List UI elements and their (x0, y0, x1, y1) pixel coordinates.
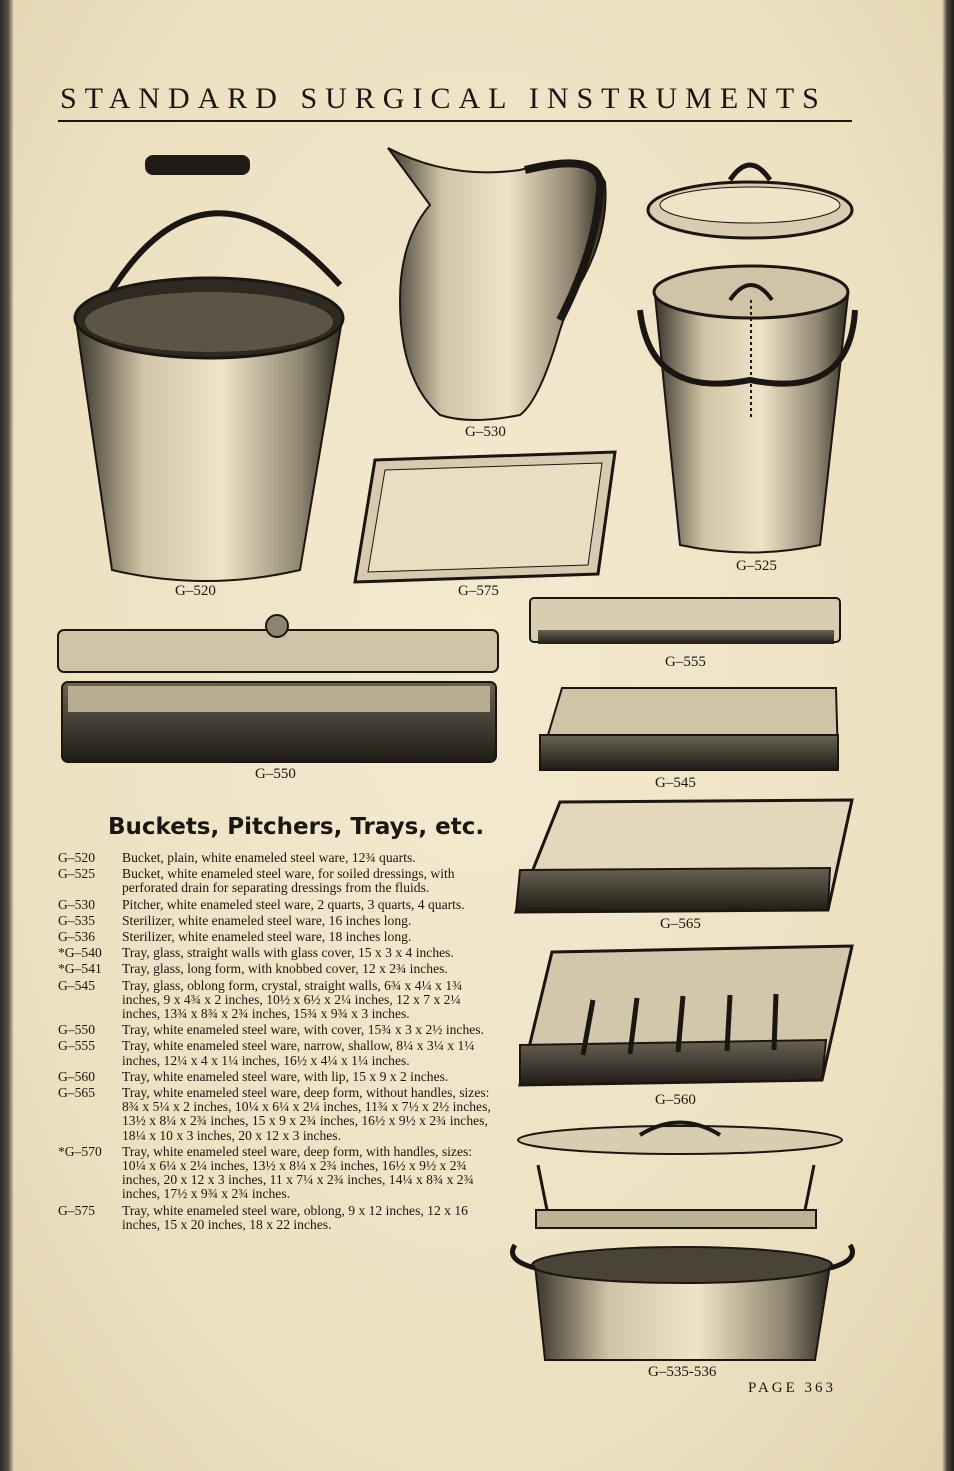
item-code: G–545 (58, 977, 96, 993)
item-code: G–535 (58, 912, 96, 928)
item-desc: Tray, white enameled steel ware, deep form, without handles, sizes: 8¾ x 5¼ x 2 inches, 10¼ x 6¼ x 2¼ inches, 11¾ x 7½ x 2½ inches, 13½ x 8¼ x 2¾ inches, 15 x 9 x 2¾ inches, 16½ x 9½ x 2¾ inches, 18¼ x 10 x 3 inches, 20 x 12 x 3 inches. (122, 1085, 491, 1143)
list-item (58, 962, 498, 976)
tray-g550-illustration (58, 615, 498, 762)
item-code: *G–570 (58, 1143, 102, 1159)
item-desc: Tray, white enameled steel ware, deep form, with handles, sizes: 10¼ x 6¼ x 2¼ inches, 13½ x 8¼ x 2¾ inches, 16½ x 9½ x 2¾ inches, 20 x 12 x 3 inches, 11 x 7¼ x 2¾ inches, 14¼ x 8¾ x 2¾ inches, 17½ x 9¾ x 2¾ inches. (122, 1143, 474, 1202)
item-desc: Tray, glass, long form, with knobbed cover, 12 x 2¾ inches. (122, 961, 448, 977)
list-item (58, 979, 498, 1022)
item-code: G–520 (58, 850, 96, 865)
tray-g575-illustration (355, 452, 615, 582)
tray-g545-illustration (540, 688, 838, 770)
label-g535-536: G–535-536 (648, 1364, 717, 1380)
item-desc: Sterilizer, white enameled steel ware, 16 inches long. (122, 912, 412, 928)
pitcher-g530-illustration (388, 148, 606, 420)
section-title: Buckets, Pitchers, Trays, etc. (108, 814, 485, 840)
page-number: PAGE 363 (748, 1380, 837, 1396)
list-item (58, 898, 498, 912)
label-g525: G–525 (736, 558, 777, 574)
item-desc: Bucket, white enameled steel ware, for soiled dressings, with perforated drain for separating dressings from the fluids. (122, 866, 455, 896)
item-desc: Tray, glass, straight walls with glass cover, 15 x 3 x 4 inches. (122, 945, 454, 961)
item-desc: Bucket, plain, white enameled steel ware, 12¾ quarts. (122, 850, 416, 865)
list-item (58, 1070, 498, 1084)
list-item (58, 930, 498, 944)
item-desc: Tray, white enameled steel ware, with lip, 15 x 9 x 2 inches. (122, 1068, 449, 1084)
item-desc: Sterilizer, white enameled steel ware, 18 inches long. (122, 929, 412, 945)
item-code: G–565 (58, 1085, 96, 1101)
list-item (58, 867, 498, 895)
item-desc: Tray, white enameled steel ware, narrow, shallow, 8¼ x 3¼ x 1¼ inches, 12¼ x 4 x 1¼ inches, 16½ x 4¼ x 1¼ inches. (122, 1038, 475, 1068)
sterilizer-g535-536-illustration (513, 1123, 853, 1361)
item-code: G–575 (58, 1202, 96, 1218)
list-item (58, 851, 498, 865)
list-item (58, 1086, 498, 1143)
item-code: G–536 (58, 929, 96, 945)
bucket-g520-illustration (75, 155, 343, 581)
label-g575: G–575 (458, 583, 499, 599)
list-item (58, 1145, 498, 1202)
list-item (58, 946, 498, 960)
item-code: *G–540 (58, 945, 102, 961)
item-desc: Pitcher, white enameled steel ware, 2 quarts, 3 quarts, 4 quarts. (122, 896, 465, 912)
item-code: *G–541 (58, 961, 102, 977)
item-code: G–555 (58, 1038, 96, 1054)
list-item (58, 1039, 498, 1067)
tray-g560-illustration (520, 946, 852, 1085)
item-code: G–525 (58, 866, 96, 882)
label-g550: G–550 (255, 766, 296, 782)
page-header: STANDARD SURGICAL INSTRUMENTS (60, 82, 827, 115)
tray-g565-illustration (516, 800, 852, 912)
label-g520: G–520 (175, 583, 216, 599)
label-g530: G–530 (465, 424, 506, 440)
list-item (58, 1023, 498, 1037)
item-desc: Tray, white enameled steel ware, with cover, 15¾ x 3 x 2½ inches. (122, 1022, 484, 1038)
item-code: G–550 (58, 1022, 96, 1038)
item-code: G–560 (58, 1068, 96, 1084)
item-desc: Tray, glass, oblong form, crystal, straight walls, 6¾ x 4¼ x 1¾ inches, 9 x 4¾ x 2 inches, 10½ x 6½ x 2¼ inches, 12 x 7 x 2¼ inches, 13¾ x 8¾ x 2¾ inches, 15¾ x 9¾ x 3 inches. (122, 977, 463, 1022)
item-desc: Tray, white enameled steel ware, oblong, 9 x 12 inches, 12 x 16 inches, 15 x 20 inches, 18 x 22 inches. (122, 1202, 468, 1232)
label-g555: G–555 (665, 654, 706, 670)
item-list (58, 851, 498, 1234)
tray-g555-illustration (530, 598, 840, 644)
label-g545: G–545 (655, 775, 696, 791)
label-g560: G–560 (655, 1092, 696, 1108)
bucket-g525-illustration (640, 165, 855, 553)
list-item (58, 914, 498, 928)
label-g565: G–565 (660, 916, 701, 932)
list-item (58, 1204, 498, 1232)
item-code: G–530 (58, 896, 96, 912)
